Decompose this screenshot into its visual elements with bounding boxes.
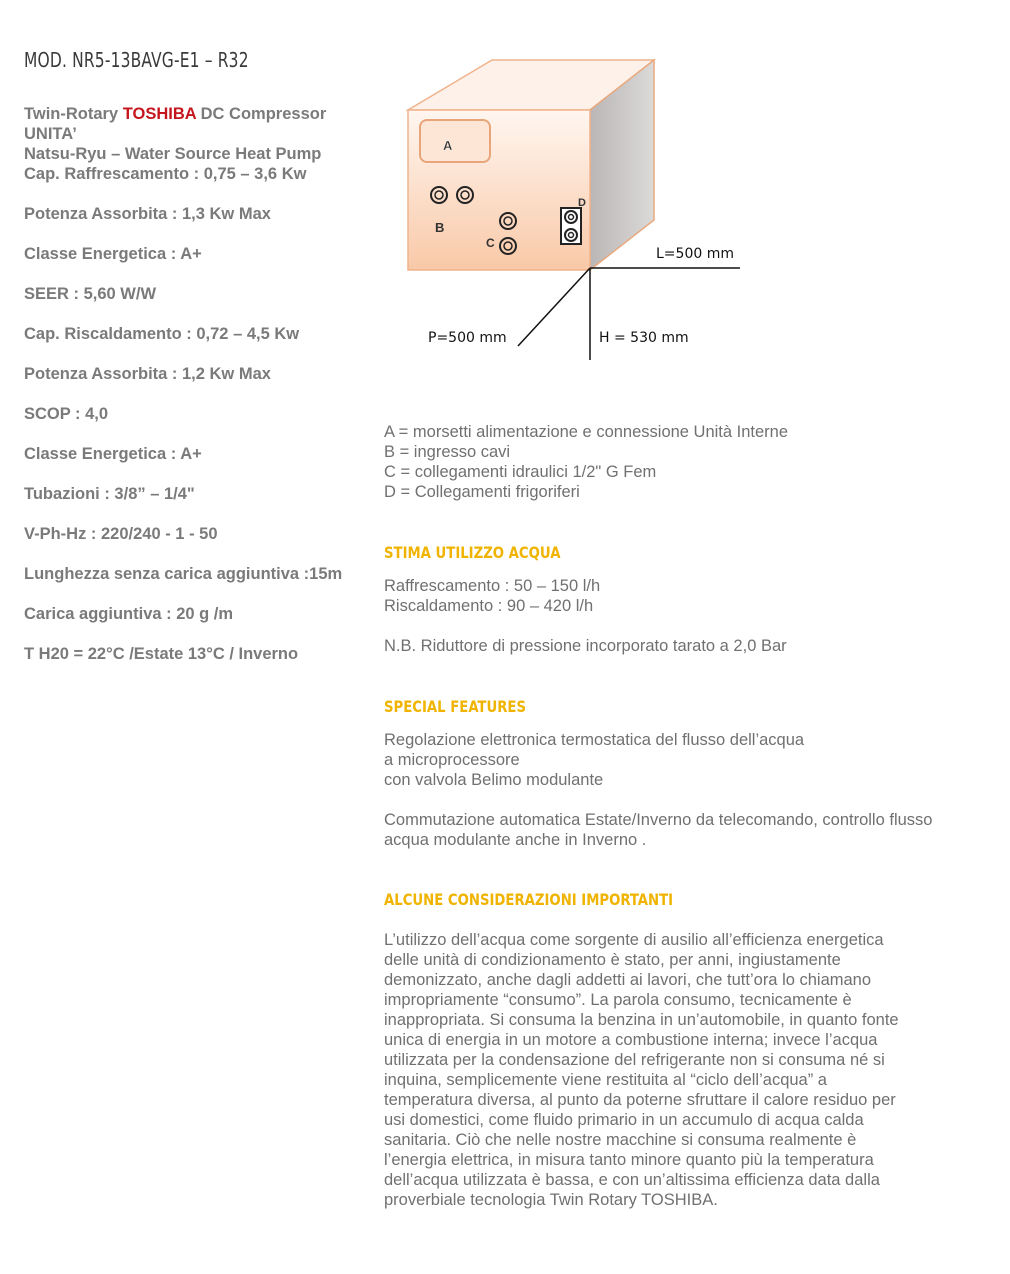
considerations-section <box>384 890 994 1210</box>
unit-label: UNITA’ <box>24 125 77 143</box>
legend <box>384 422 994 502</box>
considerations-line: inquina, semplicemente viene restituita al “ciclo dell’acqua” a <box>384 1071 827 1089</box>
feature-line-2: a microprocessore <box>384 751 520 769</box>
considerations-line: l’energia elettrica, in misura tanto minore quanto più la temperatura <box>384 1151 874 1169</box>
model-title: MOD. NR5-13BAVG-E1 – R32 <box>24 48 249 72</box>
considerations-line: temperatura diversa, al punto da poterne sfruttare il calore residuo per <box>384 1091 896 1109</box>
water-usage-section <box>384 543 994 656</box>
seer-value: SEER : 5,60 W/W <box>24 285 157 303</box>
power-supply: V-Ph-Hz : 220/240 - 1 - 50 <box>24 525 218 543</box>
water-usage-title: STIMA UTILIZZO ACQUA <box>384 543 561 562</box>
feature-line-3: con valvola Belimo modulante <box>384 771 604 789</box>
scop-value: SCOP : 4,0 <box>24 405 109 423</box>
cooling-capacity: Cap. Raffrescamento : 0,75 – 3,6 Kw <box>24 165 307 183</box>
compressor-prefix: Twin-Rotary <box>24 105 123 123</box>
pipe-sizes: Tubazioni : 3/8” – 1/4" <box>24 485 195 503</box>
refrigerant-block <box>561 208 581 244</box>
legend-c: C = collegamenti idraulici 1/2" G Fem <box>384 463 657 481</box>
spacer <box>384 910 994 930</box>
cooling-power: Potenza Assorbita : 1,3 Kw Max <box>24 205 271 223</box>
extra-charge: Carica aggiuntiva : 20 g /m <box>24 605 234 623</box>
heating-capacity: Cap. Riscaldamento : 0,72 – 4,5 Kw <box>24 325 300 343</box>
heating-power: Potenza Assorbita : 1,2 Kw Max <box>24 365 271 383</box>
spacer <box>384 616 994 636</box>
water-cooling: Raffrescamento : 50 – 150 l/h <box>384 577 601 595</box>
considerations-line: dell’acqua utilizzata è bassa, e con un’altissima efficienza data dalla <box>384 1171 880 1189</box>
height-label: H = 530 mm <box>599 330 689 346</box>
label-b: B <box>435 220 445 235</box>
legend-b: B = ingresso cavi <box>384 443 511 461</box>
water-heating: Riscaldamento : 90 – 420 l/h <box>384 597 594 615</box>
feature-line-4: Commutazione automatica Estate/Inverno da telecomando, controllo flusso <box>384 811 933 829</box>
label-c: C <box>486 236 495 250</box>
considerations-line: delle unità di condizionamento è stato, per anni, ingiustamente <box>384 951 841 969</box>
considerations-title: ALCUNE CONSIDERAZIONI IMPORTANTI <box>384 890 674 909</box>
unit-name: Natsu-Ryu – Water Source Heat Pump <box>24 145 322 163</box>
pressure-note: N.B. Riduttore di pressione incorporato tarato a 2,0 Bar <box>384 637 787 655</box>
length-label: L=500 mm <box>656 246 734 262</box>
cooling-energy-class: Classe Energetica : A+ <box>24 245 202 263</box>
features-title: SPECIAL FEATURES <box>384 697 527 716</box>
spec-list <box>24 104 384 684</box>
compressor-suffix: DC Compressor <box>196 105 327 123</box>
feature-line-5: acqua modulante anche in Inverno . <box>384 831 647 849</box>
spacer <box>384 563 994 576</box>
considerations-line: proverbiale tecnologia Twin Rotary TOSHIBA. <box>384 1191 718 1209</box>
considerations-line: sanitaria. Ciò che nelle nostre macchine si consuma realmente è <box>384 1131 857 1149</box>
heating-energy-class: Classe Energetica : A+ <box>24 445 202 463</box>
spacer <box>384 717 994 730</box>
considerations-line: L’utilizzo dell’acqua come sorgente di ausilio all’efficienza energetica <box>384 931 884 949</box>
brand-name: TOSHIBA <box>122 105 197 123</box>
considerations-line: unica di energia in un motore a combustione interna; invece l’acqua <box>384 1031 878 1049</box>
unit-diagram <box>400 50 760 370</box>
depth-label: P=500 mm <box>428 330 507 346</box>
water-temperature: T H20 = 22°C /Estate 13°C / Inverno <box>24 645 299 663</box>
legend-d: D = Collegamenti frigoriferi <box>384 483 580 501</box>
legend-a: A = morsetti alimentazione e connessione Unità Interne <box>384 423 789 441</box>
considerations-line: impropriamente “consumo”. La parola consumo, tecnicamente è <box>384 991 852 1009</box>
pipe-length: Lunghezza senza carica aggiuntiva :15m <box>24 565 343 583</box>
considerations-line: demonizzato, anche dagli addetti ai lavori, che tutt’ora lo chiamano <box>384 971 872 989</box>
considerations-line: inappropriata. Si consuma la benzina in un’automobile, in quanto fonte <box>384 1011 899 1029</box>
label-a: A <box>443 138 453 153</box>
depth-line <box>518 268 590 346</box>
compressor-line <box>24 104 384 124</box>
spacer <box>384 790 994 810</box>
label-d: D <box>578 197 586 209</box>
spec-header-block <box>24 104 384 184</box>
features-section <box>384 697 994 850</box>
feature-line-1: Regolazione elettronica termostatica del flusso dell’acqua <box>384 731 805 749</box>
considerations-line: usi domestici, come fluido primario in un accumulo di acqua calda <box>384 1111 864 1129</box>
terminal-block-a <box>420 120 490 162</box>
considerations-line: utilizzata per la condensazione del refrigerante non si consuma né si <box>384 1051 885 1069</box>
